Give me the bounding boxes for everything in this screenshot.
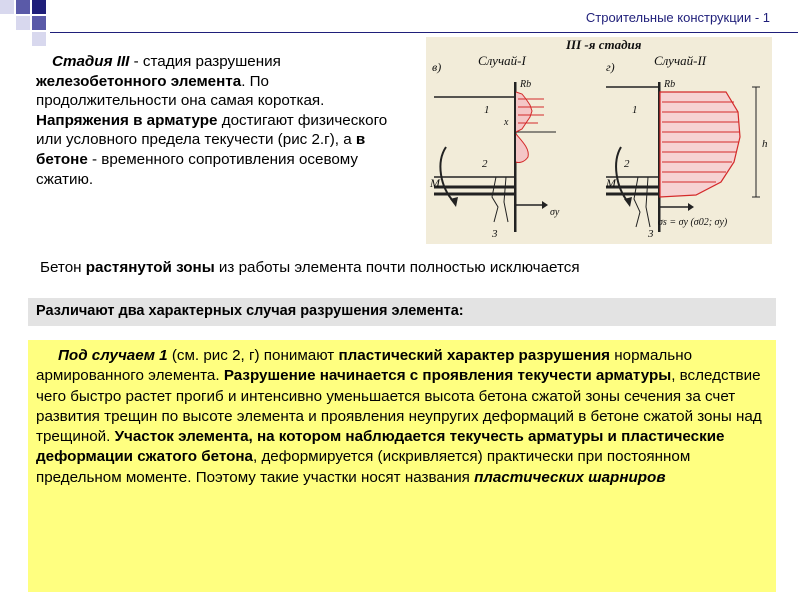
sigma-right: σs = σy (σ02; σy) [658, 217, 728, 228]
intro-segment: . По продолжительности она самая короткая. [36, 72, 325, 110]
decor-square [32, 16, 46, 30]
panel-label-right: г) [606, 60, 615, 74]
decor-square [16, 16, 30, 30]
dim-3-left: 3 [492, 228, 498, 240]
case1-paragraph [36, 346, 770, 488]
section-banner-title: Различают два характерных случая разрушения элемента: [36, 303, 464, 319]
dim-2-left: 2 [482, 158, 488, 170]
decor-square [16, 0, 30, 14]
dim-h-right: h [762, 138, 768, 150]
decor-square [32, 0, 46, 14]
figure-heading: III -я стадия [566, 37, 642, 52]
header-rule [50, 32, 798, 33]
case1-segment: , деформируется (искривляется) практически при постоянном предельном моменте. Поэтому такие участки носят названия [36, 448, 691, 486]
intro-segment: - временного сопротивления осевому сжатию. [36, 150, 359, 188]
stage-three-diagram [426, 37, 772, 244]
case1-diagram [434, 82, 556, 232]
intro-segment: Стадия III [52, 53, 130, 70]
section-banner [28, 298, 776, 326]
dim-1-right: 1 [632, 104, 638, 116]
case2-diagram [606, 82, 760, 232]
note-segment: растянутой зоны [85, 259, 215, 276]
tension-zone-note [40, 259, 580, 276]
case1-segment: пластический характер разрушения [338, 347, 611, 364]
header-title: Строительные конструкции - 1 [585, 10, 770, 25]
dim-1-left: 1 [484, 104, 490, 116]
rb-label-right: Rb [664, 79, 676, 90]
stage-three-figure [426, 37, 772, 244]
sigma-left: σy [550, 207, 560, 218]
dim-2-right: 2 [624, 158, 630, 170]
note-segment: из работы элемента почти полностью исключается [214, 259, 580, 276]
intro-segment: - стадия разрушения [129, 53, 281, 70]
case1-segment: , вследствие чего быстро растет прогиб и интенсивно уменьшается высота бетона сжатой зоны сечения за счет развития трещин по высоте элемента и проявления неупругих деформаций в бетоне сжатой зоны над трещиной. [36, 367, 762, 446]
moment-label-right: M [606, 176, 616, 190]
rb-label-left: Rb [520, 79, 532, 90]
note-segment: Бетон [40, 259, 86, 276]
intro-paragraph [36, 52, 408, 189]
decor-square [0, 0, 14, 14]
case1-segment: Участок элемента, на котором наблюдается текучесть арматуры и пластические деформации сжатого бетона [36, 428, 725, 466]
case1-segment: Под случаем 1 [58, 347, 168, 364]
decor-square [32, 32, 46, 46]
case1-segment: Разрушение начинается с проявления текучести арматуры [223, 367, 672, 385]
case1-segment: (см. рис 2, г) понимают [167, 347, 339, 364]
dim-3-right: 3 [648, 228, 654, 240]
case1-highlight-box [28, 340, 776, 592]
moment-label-left: M [430, 176, 440, 190]
intro-segment: Напряжения в арматуре [36, 111, 218, 129]
dim-x-left: x [504, 117, 509, 128]
intro-segment: железобетонного элемента [36, 72, 242, 90]
intro-segment: достигают физического или условного предела текучести (рис 2.г), а [36, 111, 388, 149]
case1-segment: нормально армированного элемента. [36, 347, 693, 385]
case1-label: Случай-I [478, 53, 526, 68]
intro-segment: в бетоне [36, 131, 366, 168]
case1-segment: пластических шарниров [474, 468, 666, 486]
case2-label: Случай-II [654, 53, 707, 68]
panel-label-left: в) [432, 60, 442, 74]
